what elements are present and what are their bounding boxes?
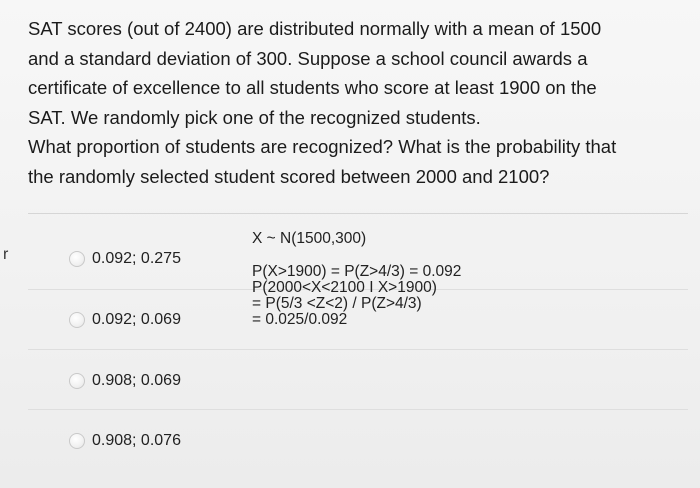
answer-option-3[interactable]	[28, 350, 688, 410]
question-line: What proportion of students are recognized? What is the probability that	[28, 136, 617, 157]
answer-option-label[interactable]: 0.908; 0.076	[92, 432, 181, 449]
answer-option-label[interactable]: 0.908; 0.069	[92, 372, 181, 389]
work-note-line: = 0.025/0.092	[252, 311, 348, 328]
distribution-note: X ~ N(1500,300)	[252, 230, 367, 247]
left-margin-mark: r	[3, 246, 9, 263]
question-line: SAT scores (out of 2400) are distributed normally with a mean of 1500	[28, 18, 602, 39]
question-divider	[28, 213, 688, 214]
question-text	[28, 14, 678, 191]
work-note-line: P(X>1900) = P(Z>4/3) = 0.092	[252, 263, 462, 280]
radio-button-icon[interactable]	[69, 251, 85, 267]
radio-button-icon[interactable]	[69, 312, 85, 328]
answer-option-label[interactable]: 0.092; 0.069	[92, 311, 181, 328]
question-line: the randomly selected student scored between 2000 and 2100?	[28, 165, 550, 187]
answer-option-label[interactable]: 0.092; 0.275	[92, 250, 181, 267]
work-notes	[252, 264, 461, 328]
radio-button-icon[interactable]	[69, 433, 85, 449]
work-note-line: = P(5/3 <Z<2) / P(Z>4/3)	[252, 295, 422, 312]
work-note-line: P(2000<X<2100 I X>1900)	[252, 279, 437, 296]
question-line: SAT. We randomly pick one of the recognized students.	[28, 106, 481, 128]
question-line: certificate of excellence to all students who score at least 1900 on the	[28, 77, 597, 98]
radio-button-icon[interactable]	[69, 373, 85, 389]
answer-option-4[interactable]	[28, 410, 688, 470]
question-line: and a standard deviation of 300. Suppose a school council awards a	[28, 47, 588, 69]
